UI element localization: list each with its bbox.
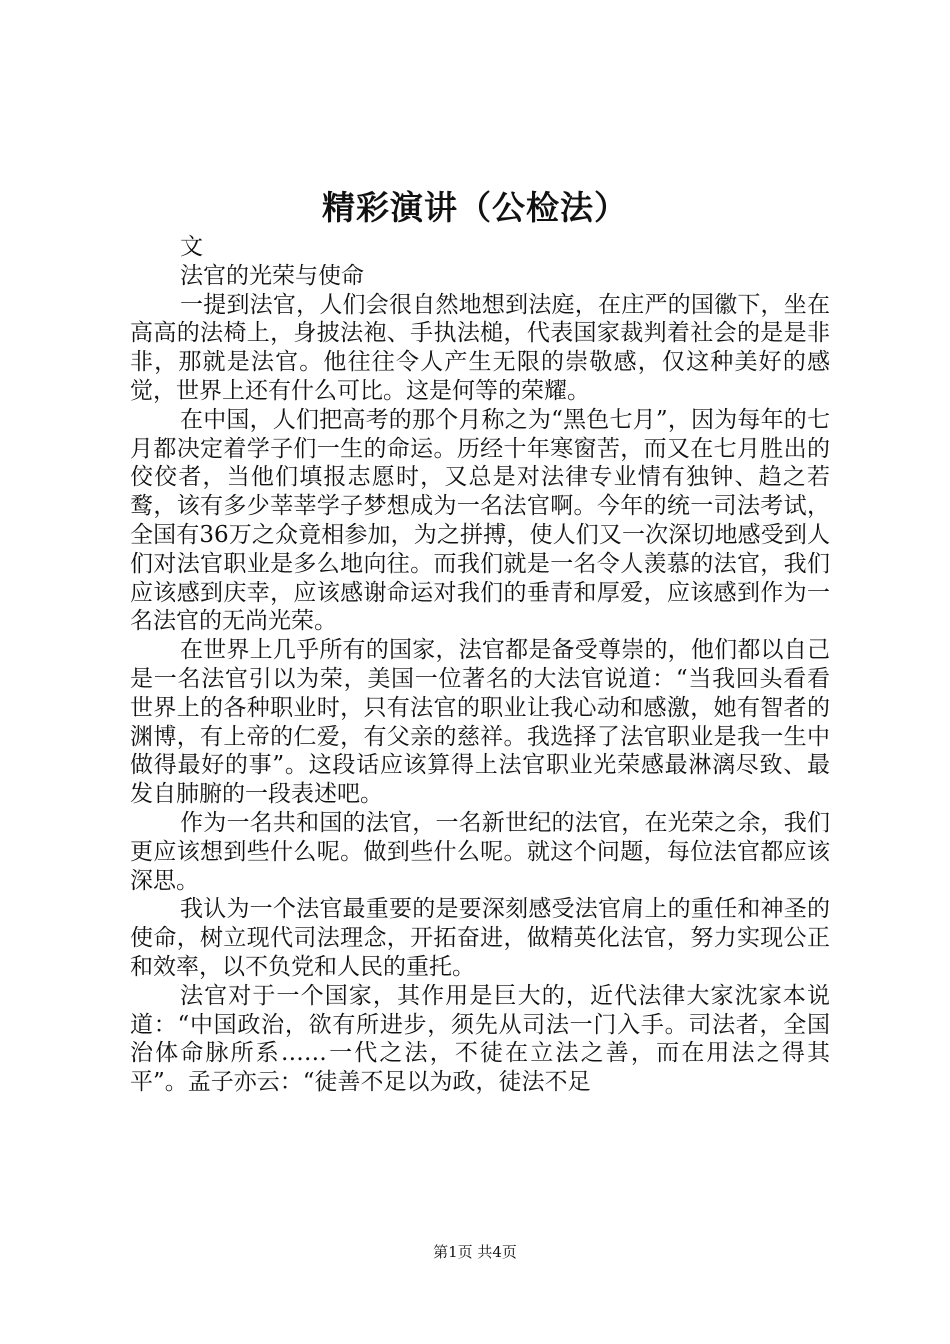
- document-title: 精彩演讲（公检法）: [322, 188, 628, 227]
- paragraph: 一提到法官，人们会很自然地想到法庭，在庄严的国徽下，坐在高高的法椅上，身披法袍、手执法槌，代表国家裁判着社会的是是非非，那就是法官。他往往令人产生无限的崇敬感，仅这种美好的感觉，世界上还有什么可比。这是何等的荣耀。: [130, 291, 830, 404]
- paragraph: 在中国，人们把高考的那个月称之为“黑色七月”，因为每年的七月都决定着学子们一生的命运。历经十年寒窗苦，而又在七月胜出的佼佼者，当他们填报志愿时，又总是对法律专业情有独钟、趋之若鹜，该有多少莘莘学子梦想成为一名法官啊。今年的统一司法考试，全国有36万之众竟相参加，为之拼搏，使人们又一次深切地感受到人们对法官职业是多么地向往。而我们就是一名令人羡慕的法官，我们应该感到庆幸，应该感谢命运对我们的垂青和厚爱，应该感到作为一名法官的无尚光荣。: [130, 406, 830, 635]
- paragraph: 作为一名共和国的法官，一名新世纪的法官，在光荣之余，我们更应该想到些什么呢。做到些什么呢。就这个问题，每位法官都应该深思。: [130, 809, 830, 894]
- document-body: [130, 233, 830, 1097]
- byline: 文: [180, 234, 203, 260]
- subtitle: 法官的光荣与使命: [180, 262, 364, 289]
- paragraph: 我认为一个法官最重要的是要深刻感受法官肩上的重任和神圣的使命，树立现代司法理念，开拓奋进，做精英化法官，努力实现公正和效率，以不负党和人民的重托。: [130, 896, 830, 980]
- page-footer: 第1页 共4页: [433, 1243, 517, 1261]
- paragraph: 法官对于一个国家，其作用是巨大的，近代法律大家沈家本说道：“中国政治，欲有所进步，须先从司法一门入手。司法者，全国治体命脉所系……一代之法，不徒在立法之善，而在用法之得其平”。孟子亦云：“徒善不足以为政，徒法不足: [130, 982, 830, 1096]
- paragraph: 在世界上几乎所有的国家，法官都是备受尊崇的，他们都以自己是一名法官引以为荣，美国一位著名的大法官说道：“当我回头看看世界上的各种职业时，只有法官的职业让我心动和感激，她有智者的渊博，有上帝的仁爱，有父亲的慈祥。我选择了法官职业是我一生中做得最好的事”。这段话应该算得上法官职业光荣感最淋漓尽致、最发自肺腑的一段表述吧。: [130, 637, 830, 808]
